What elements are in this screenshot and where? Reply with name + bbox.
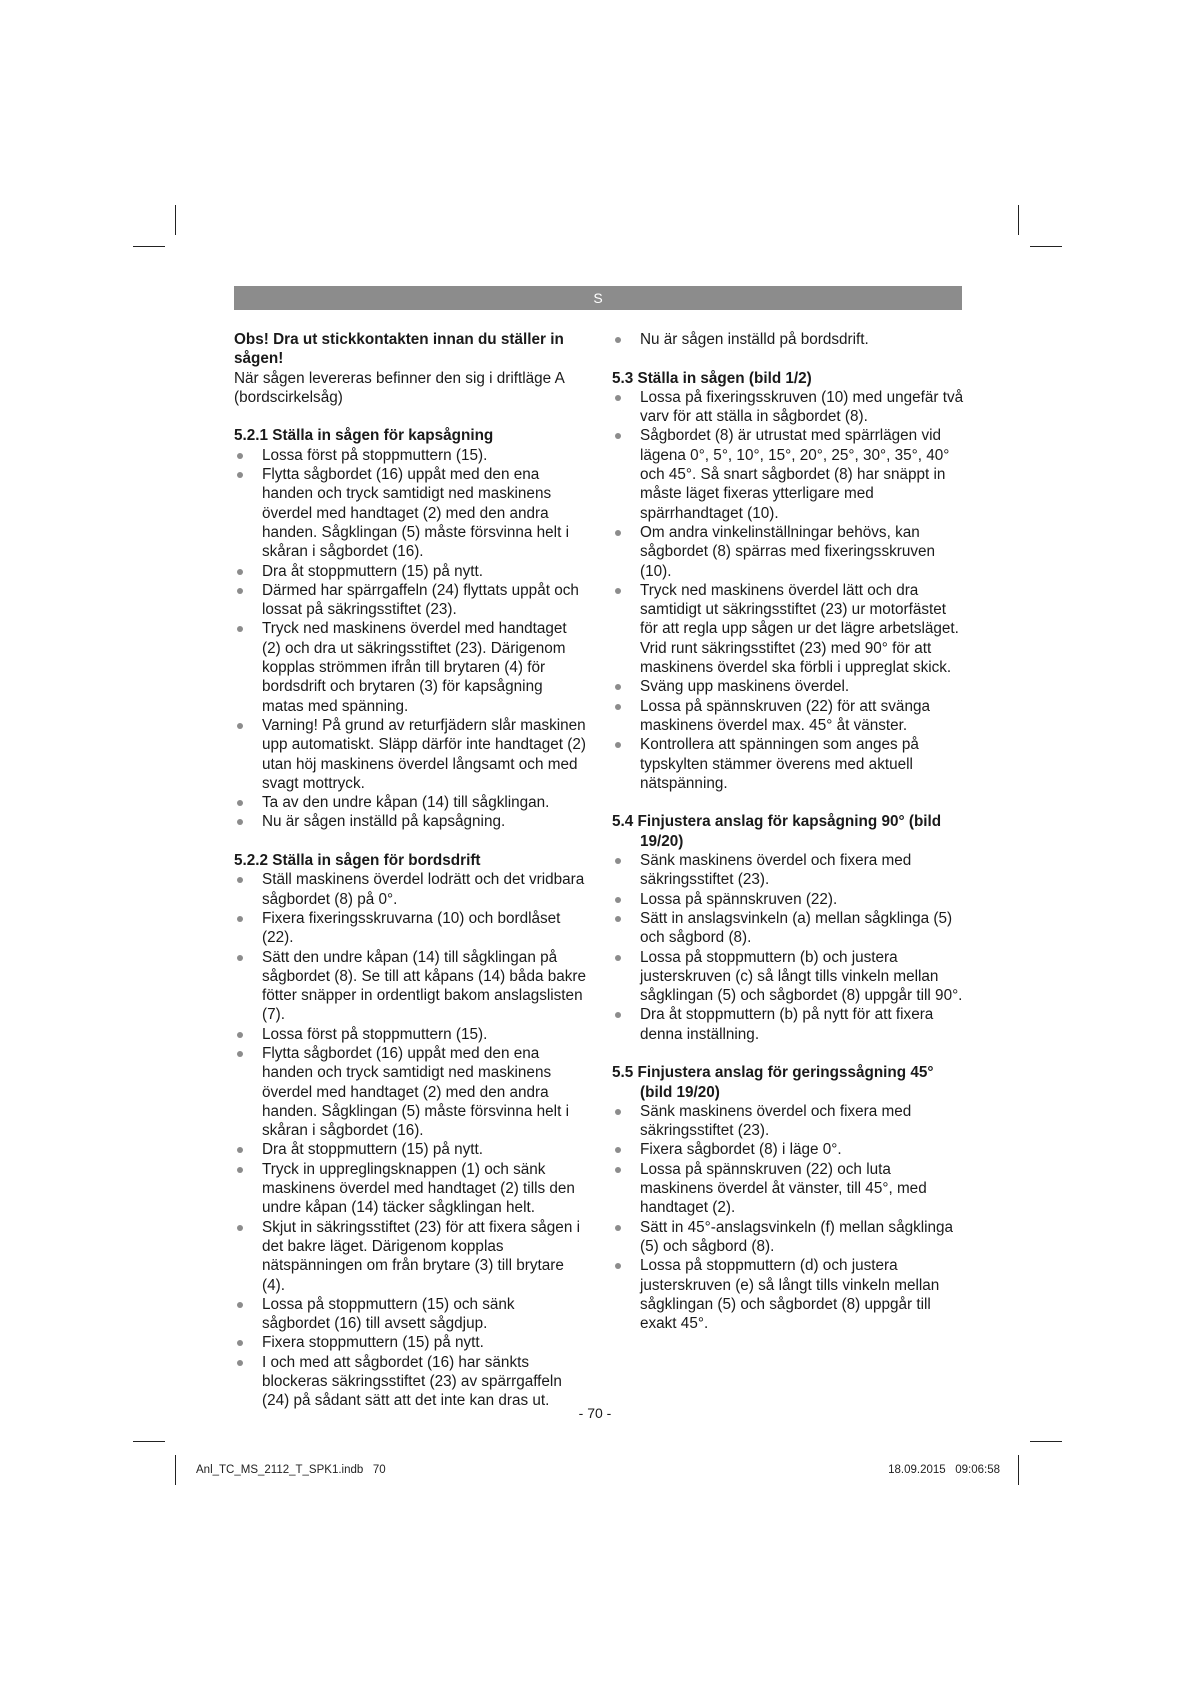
bullet-icon [615,704,621,710]
bullet-icon [237,1167,243,1173]
list-item-text: Varning! På grund av returfjädern slår maskinen upp automatiskt. Släpp därför inte handtaget (2) utan höj maskinens överdel långsamt och med svagt mottryck. [262,716,586,792]
list-item-text: Lossa på fixeringsskruven (10) med ungefär två varv för att ställa in sågbordet (8). [640,388,964,426]
list-item [234,716,586,793]
list-item-text: Lossa på spännskruven (22) och luta maskinens överdel åt vänster, till 45°, med handtaget (2). [640,1160,927,1217]
crop-mark [1030,246,1062,247]
right-column [612,330,964,1333]
list-item-text: Fixera stoppmuttern (15) på nytt. [262,1334,484,1352]
list-item-text: Sätt den undre kåpan (14) till sågklingan på sågbordet (8). Se till att kåpans (14) båda bakre fötter snäpper in ordentligt bakom anslagslisten (7). [262,948,586,1024]
bullet-icon [615,433,621,439]
list-item-text: Tryck ned maskinens överdel med handtaget (2) och dra ut säkringsstiftet (23). Därigenom kopplas strömmen ifrån till brytaren (4) för bordsdrift och brytaren (3) för kapsågning matas med spänning. [262,620,567,715]
section-heading-5-4: 5.4 Finjustera anslag för kapsågning 90° (bild 19/20) [612,813,942,850]
list-item-text: Dra åt stoppmuttern (15) på nytt. [262,1141,484,1159]
bullet-icon [237,1032,243,1038]
list-item-text: Lossa först på stoppmuttern (15). [262,1025,488,1043]
list-item [612,426,964,522]
list-item-text: Därmed har spärrgaffeln (24) flyttats uppåt och lossat på säkringsstiftet (23). [262,581,579,619]
bullet-list [612,851,964,1044]
list-item [234,909,586,948]
bullet-icon [615,1225,621,1231]
list-item-text: Sätt in 45°-anslagsvinkeln (f) mellan sågklinga (5) och sågbord (8). [640,1218,954,1255]
list-item-text: Flytta sågbordet (16) uppåt med den ena handen och tryck samtidigt ned maskinens överdel med handtaget (2) med den andra handen. Sågklingan (5) måste försvinna helt i skåran i sågbordet (16). [262,1044,569,1140]
bullet-list [234,870,586,1410]
list-item [612,1218,964,1257]
bullet-icon [237,588,243,594]
bullet-icon [615,1147,621,1153]
bullet-icon [615,1012,621,1018]
list-item [612,697,964,736]
list-item [612,890,964,909]
language-code: S [593,290,603,306]
bullet-icon [237,472,243,478]
list-item [612,1140,964,1159]
crop-mark [1018,205,1019,235]
list-item-text: Lossa på spännskruven (22). [640,890,838,908]
language-header-bar [234,286,962,310]
list-item [612,735,964,793]
bullet-icon [237,1225,243,1231]
list-item [234,1025,586,1044]
list-item-text: Dra åt stoppmuttern (15) på nytt. [262,562,484,580]
list-item-text: Tryck in uppreglingsknappen (1) och sänk maskinens överdel med handtaget (2) tills den undre kåpan (14) täcker sågklingan helt. [262,1160,575,1217]
section-heading-5-3: 5.3 Ställa in sågen (bild 1/2) [612,369,812,387]
list-item-text: Kontrollera att spänningen som anges på typskylten stämmer överens med aktuell nätspänning. [640,736,919,792]
list-item-text: I och med att sågbordet (16) har sänkts blockeras säkringsstiftet (23) av spärrgaffeln (24) på sådant sätt att det inte kan dras ut. [262,1353,562,1410]
bullet-icon [237,1340,243,1346]
list-item-text: Tryck ned maskinens överdel lätt och dra samtidigt ut säkringsstiftet (23) ur motorfästet för att regla upp sågen ur det lägre arbetsläget. Vrid runt säkringsstiftet (23) med 90° för att maskinens överdel ska förbli i uppreglat skick. [640,581,959,677]
list-item-text: Lossa först på stoppmuttern (15). [262,446,488,464]
list-item [234,581,586,620]
list-item [234,793,586,812]
list-item-text: Sväng upp maskinens överdel. [640,678,850,696]
list-item-text: Sågbordet (8) är utrustat med spärrlägen vid lägena 0°, 5°, 10°, 15°, 20°, 25°, 30°, 35°, 40° och 45°. Så snart sågbordet (8) har snäppt in måste läget fixeras ytterligare med spärrhandtaget (10). [640,427,950,522]
list-item-text: Sänk maskinens överdel och fixera med säkringsstiftet (23). [640,852,912,889]
bullet-icon [615,395,621,401]
list-item [234,1218,586,1295]
bullet-icon [615,916,621,922]
list-item [612,1005,964,1044]
list-item [612,388,964,427]
bullet-icon [237,1051,243,1057]
bullet-icon [615,742,621,748]
warning-heading: Obs! Dra ut stickkontakten innan du ställer in sågen! [234,331,564,368]
list-item-text: Sänk maskinens överdel och fixera med säkringsstiftet (23). [640,1102,912,1140]
list-item-text: Lossa på stoppmuttern (b) och justera justerskruven (c) så långt tills vinkeln mellan sågklingan (5) och sågbordet (8) uppgår till 90°. [640,948,963,1005]
bullet-icon [615,955,621,961]
list-item-text: Ställ maskinens överdel lodrätt och det vridbara sågbordet (8) på 0°. [262,871,585,908]
bullet-list [612,1102,964,1334]
bullet-icon [237,723,243,729]
list-item [234,465,586,561]
list-item-text: Lossa på stoppmuttern (15) och sänk sågbordet (16) till avsett sågdjup. [262,1295,515,1333]
list-item-text: Lossa på spännskruven (22) för att svänga maskinens överdel max. 45° åt vänster. [640,697,930,734]
list-item [234,870,586,909]
crop-mark [1030,1441,1062,1442]
list-item-text: Lossa på stoppmuttern (d) och justera justerskruven (e) så långt tills vinkeln mellan sågklingan (5) och sågbordet (8) uppgår till exakt 45°. [640,1257,940,1333]
bullet-icon [615,588,621,594]
bullet-icon [237,1147,243,1153]
bullet-icon [237,955,243,961]
list-item [234,446,586,465]
left-column [234,330,586,1411]
page-number: - 70 - [578,1405,612,1421]
crop-mark [133,246,165,247]
bullet-icon [237,453,243,459]
crop-mark [175,1455,176,1485]
list-item [612,948,964,1006]
section-heading-5-2-2: 5.2.2 Ställa in sågen för bordsdrift [234,852,481,870]
list-item-text: Fixera sågbordet (8) i läge 0°. [640,1141,842,1159]
list-item-text: Dra åt stoppmuttern (b) på nytt för att fixera denna inställning. [640,1006,934,1043]
bullet-icon [237,819,243,825]
list-item [612,909,964,948]
crop-mark [133,1441,165,1442]
warning-text: När sågen levereras befinner den sig i driftläge A (bordscirkelsåg) [234,369,564,406]
list-item-text: Flytta sågbordet (16) uppåt med den ena handen och tryck samtidigt ned maskinens överdel med handtaget (2) med den andra handen. Sågklingan (5) måste försvinna helt i skåran i sågbordet (16). [262,466,569,561]
bullet-icon [237,916,243,922]
list-item [234,1160,586,1218]
list-item [234,1295,586,1334]
section-heading-5-2-1: 5.2.1 Ställa in sågen för kapsågning [234,427,494,445]
bullet-icon [615,897,621,903]
bullet-icon [615,1263,621,1269]
list-item-text: Fixera fixeringsskruvarna (10) och bordlåset (22). [262,909,561,947]
bullet-icon [615,858,621,864]
list-item-text: Nu är sågen inställd på kapsågning. [262,813,506,831]
bullet-list [234,446,586,832]
bullet-icon [615,684,621,690]
bullet-list [612,388,964,793]
list-item [234,562,586,581]
bullet-icon [237,1302,243,1308]
list-item [234,619,586,715]
list-item [234,1353,586,1411]
list-item [612,1256,964,1333]
list-item-text: Sätt in anslagsvinkeln (a) mellan sågklinga (5) och sågbord (8). [640,909,953,947]
crop-mark [175,205,176,235]
list-item [612,677,964,696]
list-item-text: Om andra vinkelinställningar behövs, kan sågbordet (8) spärras med fixeringsskruven (10). [640,523,936,580]
bullet-list [612,330,964,349]
bullet-icon [237,569,243,575]
list-item [612,330,964,349]
bullet-icon [615,1109,621,1115]
list-item [234,1044,586,1140]
list-item [234,812,586,831]
list-item-text: Ta av den undre kåpan (14) till sågklingan. [262,794,550,812]
list-item [234,948,586,1025]
list-item [612,581,964,677]
list-item [234,1333,586,1352]
list-item [612,523,964,581]
bullet-icon [615,1167,621,1173]
bullet-icon [237,877,243,883]
section-heading-5-5: 5.5 Finjustera anslag för geringssågning 45° (bild 19/20) [612,1064,934,1101]
list-item-text: Skjut in säkringsstiftet (23) för att fixera sågen i det bakre läget. Därigenom kopplas nätspänningen om från brytare (3) till brytare (4). [262,1218,580,1294]
bullet-icon [615,337,621,343]
footer-filename: Anl_TC_MS_2112_T_SPK1.indb 70 [196,1464,386,1476]
list-item [612,1160,964,1218]
bullet-icon [237,626,243,632]
list-item-text: Nu är sågen inställd på bordsdrift. [640,331,869,348]
bullet-icon [615,530,621,536]
list-item [612,851,964,890]
footer-datetime: 18.09.2015 09:06:58 [888,1464,1000,1476]
list-item [234,1140,586,1159]
crop-mark [1018,1455,1019,1485]
bullet-icon [237,1360,243,1366]
list-item [612,1102,964,1141]
bullet-icon [237,800,243,806]
